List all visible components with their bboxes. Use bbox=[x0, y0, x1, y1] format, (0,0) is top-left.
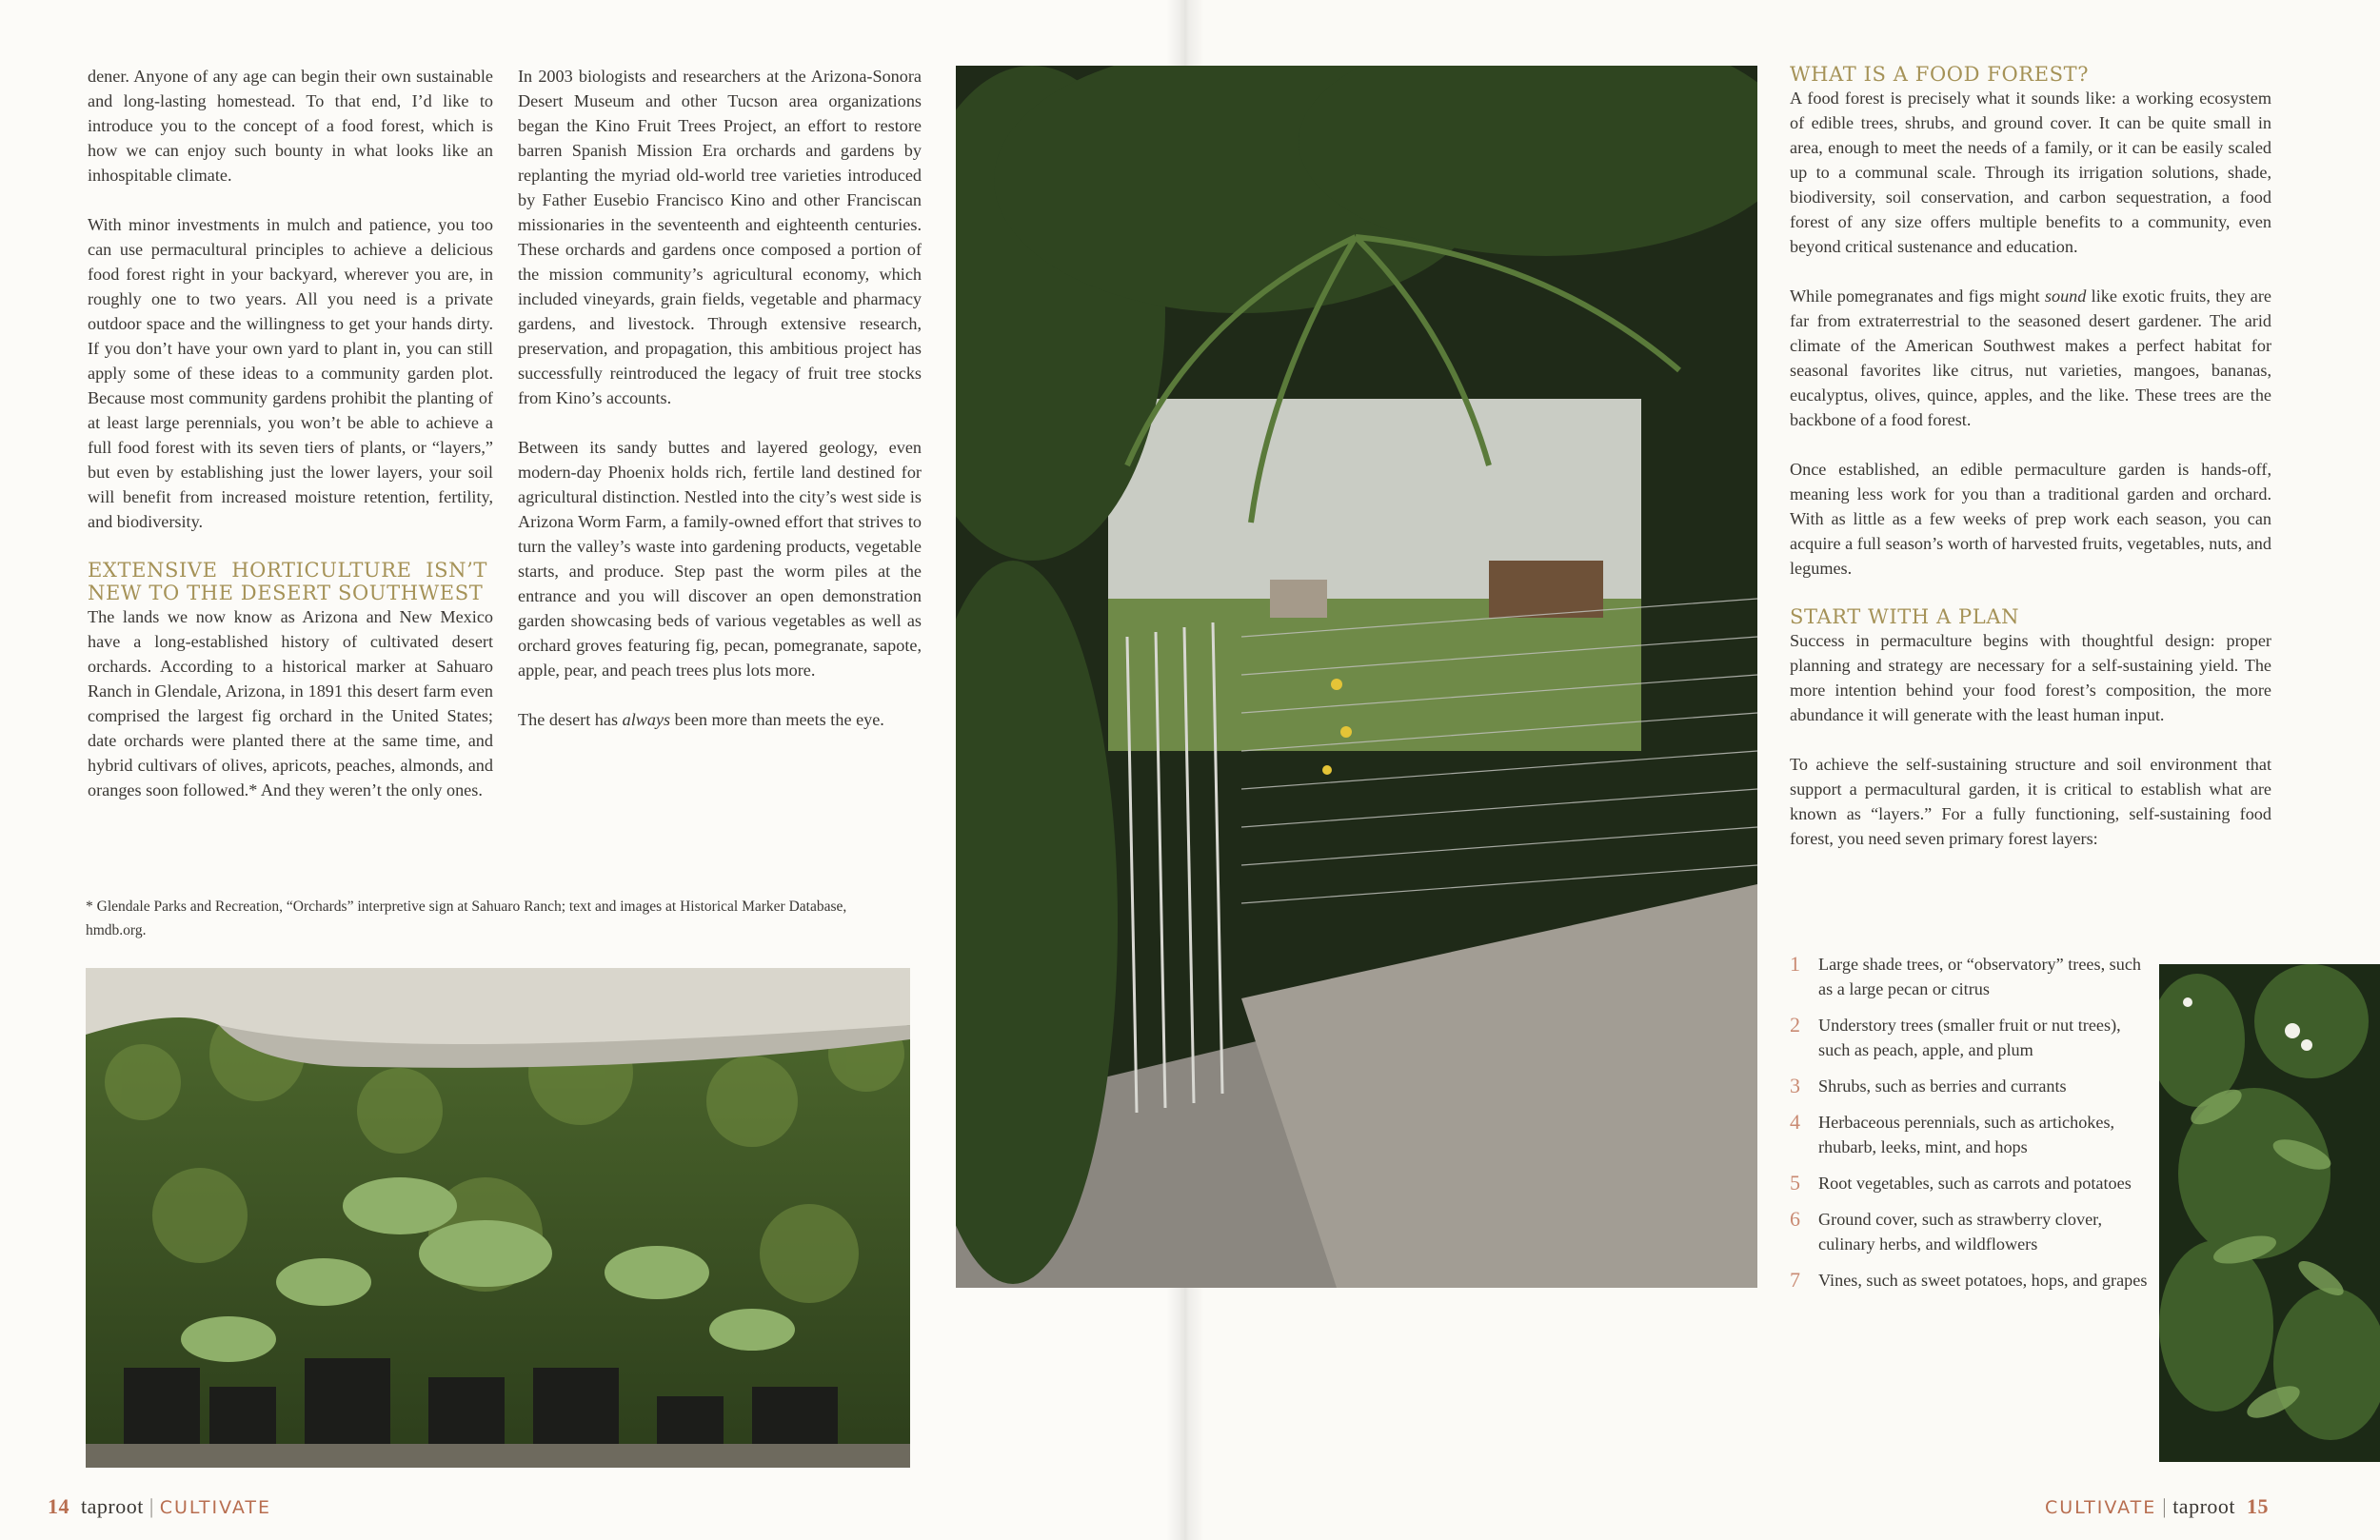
section-name: CULTIVATE bbox=[2045, 1497, 2157, 1518]
section-heading: WHAT IS A FOOD FOREST? bbox=[1790, 63, 2090, 86]
list-number: 3 bbox=[1790, 1074, 1800, 1097]
list-item bbox=[1790, 1013, 2152, 1062]
body-paragraph: In 2003 biologists and researchers at the Arizona-Sonora Desert Museum and other Tucson area organizations began the Kino Fruit Trees Project, an effort to restore barren Spanish Mission Era orchards and gardens by replanting the myriad old-world tree varieties introduced by Father Eusebio Francisco Kino and other Franciscan missionaries in the seventeenth and eighteenth centuries. These orchards and gardens once composed a portion of the mission community’s agricultural economy, which included vineyards, grain fields, vegetable and pharmacy gardens, and livestock. Through extensive research, preservation, and propagation, this ambitious project has successfully reintroduced the legacy of fruit tree stocks from Kino’s accounts. bbox=[518, 67, 922, 407]
folio-left bbox=[48, 1494, 271, 1519]
text-run: like exotic fruits, they are far from extraterrestrial to the seasoned desert gardener. The arid climate of the American Southwest makes a perfect habitat for seasonal favorites like citrus, nut varieties, mangoes, bananas, eucalyptus, olives, quince, apples, and the like. These trees are the backbone of a food forest. bbox=[1790, 286, 2271, 429]
folio-right bbox=[2045, 1494, 2269, 1519]
body-paragraph-closing bbox=[518, 707, 922, 732]
list-item bbox=[1790, 1110, 2152, 1159]
folio-separator: | bbox=[2162, 1494, 2168, 1518]
left-column-2 bbox=[518, 64, 922, 757]
section-heading: EXTENSIVE HORTICULTURE ISN’T NEW TO THE DESERT SOUTHWEST bbox=[88, 559, 487, 604]
page-number: 15 bbox=[2247, 1494, 2270, 1518]
list-item bbox=[1790, 1171, 2152, 1195]
magazine-name: taproot bbox=[2172, 1494, 2236, 1518]
emphasis-text: sound bbox=[2044, 286, 2087, 306]
list-number: 5 bbox=[1790, 1171, 1800, 1194]
list-item bbox=[1790, 1074, 2152, 1098]
right-text-column bbox=[1790, 63, 2271, 876]
body-paragraph bbox=[1790, 284, 2271, 432]
list-text: Vines, such as sweet potatoes, hops, and grapes bbox=[1818, 1271, 2148, 1290]
list-text: Ground cover, such as strawberry clover, culinary herbs, and wildflowers bbox=[1818, 1210, 2103, 1254]
tree-leaves-photo bbox=[2159, 964, 2380, 1462]
list-text: Herbaceous perennials, such as artichokes, rhubarb, leeks, mint, and hops bbox=[1818, 1113, 2115, 1156]
text-run: been more than meets the eye. bbox=[670, 710, 884, 729]
body-paragraph: With minor investments in mulch and patience, you too can use permacultural principles to achieve a delicious food forest right in your backyard, wherever you are, in roughly one to two years. All you need is a private outdoor space and the willingness to get your hands dirty. If you don’t have your own yard to plant in, you can still apply some of these ideas to a community garden plot. Because most community gardens prohibit the planting of at least large perennials, you won’t be able to achieve a full food forest with its seven tiers of plants, or “layers,” but even by establishing just the lower layers, your soil will benefit from increased moisture retention, fertility, and biodiversity. bbox=[88, 215, 493, 531]
left-column-1 bbox=[88, 64, 493, 827]
list-number: 2 bbox=[1790, 1013, 1800, 1037]
list-item bbox=[1790, 952, 2152, 1001]
emphasis-text: always bbox=[622, 710, 671, 729]
garden-gate-photo bbox=[956, 66, 1757, 1288]
nursery-photo bbox=[86, 968, 910, 1468]
body-paragraph: dener. Anyone of any age can begin their own sustainable and long-lasting homestead. To that end, I’d like to introduce you to the concept of a food forest, which is how we can enjoy such bounty in what looks like an inhospitable climate. bbox=[88, 67, 493, 185]
list-text: Root vegetables, such as carrots and potatoes bbox=[1818, 1174, 2132, 1193]
body-paragraph: Between its sandy buttes and layered geology, even modern-day Phoenix holds rich, fertile land destined for agricultural distinction. Nestled into the city’s west side is Arizona Worm Farm, a family-owned effort that strives to turn the valley’s waste into gardening products, vegetable starts, and produce. Step past the worm piles at the entrance and you will discover an open demonstration garden showcasing beds of various vegetables as well as orchard groves featuring fig, pecan, pomegranate, sapote, apple, pear, and peach trees plus lots more. bbox=[518, 438, 922, 680]
section-heading: START WITH A PLAN bbox=[1790, 605, 2020, 628]
section-name: CULTIVATE bbox=[159, 1497, 272, 1518]
list-item bbox=[1790, 1268, 2152, 1293]
list-number: 7 bbox=[1790, 1268, 1800, 1292]
forest-layers-list bbox=[1790, 952, 2152, 1304]
body-paragraph: Success in permaculture begins with thoughtful design: proper planning and strategy are necessary for a self-sustaining yield. The more intention behind your food forest’s composition, the more abundance it will generate with the least human input. bbox=[1790, 631, 2271, 724]
text-run: While pomegranates and figs might bbox=[1790, 286, 2045, 306]
text-run: The desert has bbox=[518, 710, 623, 729]
body-paragraph: The lands we now know as Arizona and New Mexico have a long-established history of cultivated desert orchards. According to a historical marker at Sahuaro Ranch in Glendale, Arizona, in 1891 this desert farm even comprised the largest fig orchard in the United States; date orchards were planted there at the same time, and hybrid cultivars of olives, apricots, peaches, almonds, and oranges soon followed.* And they weren’t the only ones. bbox=[88, 607, 493, 800]
magazine-name: taproot bbox=[81, 1494, 144, 1518]
list-text: Understory trees (smaller fruit or nut trees), such as peach, apple, and plum bbox=[1818, 1016, 2121, 1059]
footnote: * Glendale Parks and Recreation, “Orchards” interpretive sign at Sahuaro Ranch; text and images at Historical Marker Database, hmdb.org. bbox=[86, 898, 847, 938]
page-number: 14 bbox=[48, 1494, 69, 1518]
list-number: 6 bbox=[1790, 1207, 1800, 1231]
body-paragraph: Once established, an edible permaculture garden is hands-off, meaning less work for you than a traditional garden and orchard. With as little as a few weeks of prep work each season, you can acquire a full season’s worth of harvested fruits, vegetables, nuts, and legumes. bbox=[1790, 460, 2271, 578]
list-text: Shrubs, such as berries and currants bbox=[1818, 1076, 2067, 1096]
list-text: Large shade trees, or “observatory” trees, such as a large pecan or citrus bbox=[1818, 955, 2142, 998]
list-number: 1 bbox=[1790, 952, 1800, 976]
list-number: 4 bbox=[1790, 1110, 1800, 1134]
body-paragraph: To achieve the self-sustaining structure and soil environment that support a permacultural garden, it is critical to establish what are known as “layers.” For a fully functioning, self-sustaining food forest, you need seven primary forest layers: bbox=[1790, 755, 2271, 848]
body-paragraph: A food forest is precisely what it sounds like: a working ecosystem of edible trees, shrubs, and ground cover. It can be quite small in area, enough to meet the needs of a family, or it can be easily scaled up to a communal scale. Through its irrigation solutions, shade, biodiversity, soil conservation, and carbon sequestration, a food forest of any size offers multiple benefits to a community, even beyond critical sustenance and education. bbox=[1790, 89, 2271, 256]
list-item bbox=[1790, 1207, 2152, 1256]
folio-separator: | bbox=[149, 1494, 154, 1518]
